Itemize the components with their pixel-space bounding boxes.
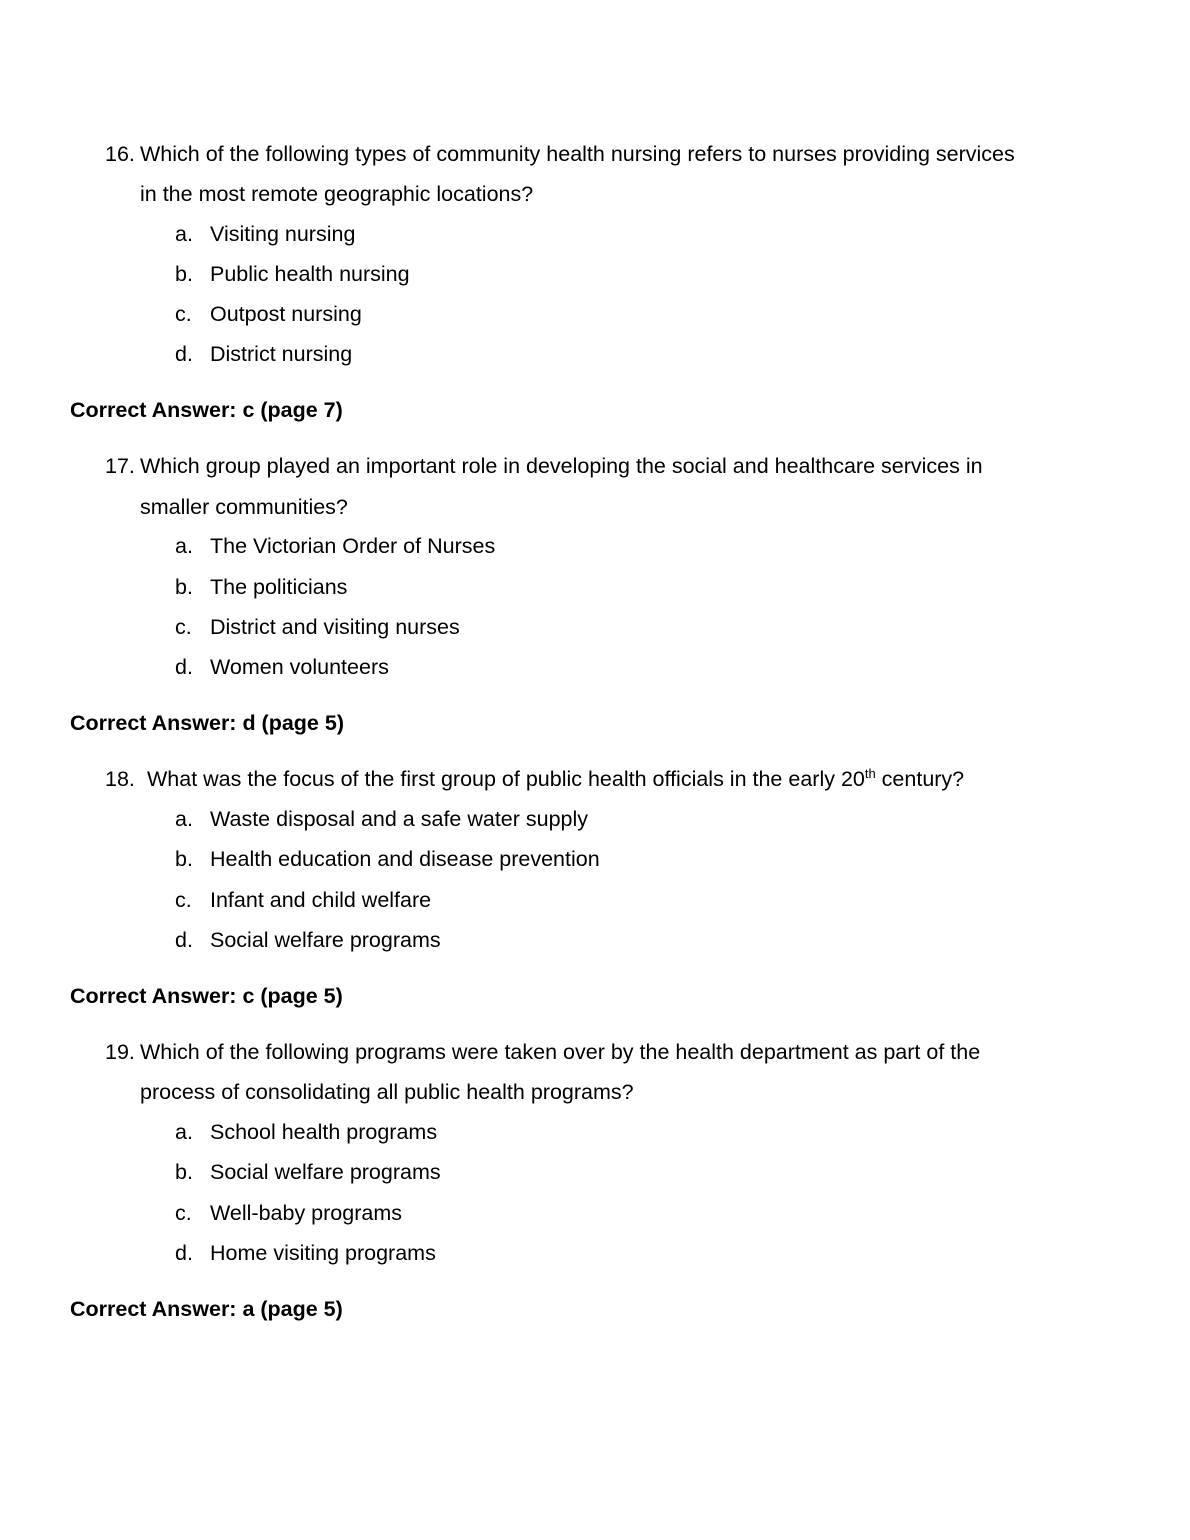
question-text-before-sup: What was the focus of the first group of public health officials in the early 20 [147, 767, 865, 791]
option-text: Women volunteers [210, 655, 389, 679]
option-text: The Victorian Order of Nurses [210, 534, 496, 558]
option-letter: b. [175, 262, 193, 286]
option-text: Health education and disease prevention [210, 847, 600, 871]
question-number: 16. [105, 142, 135, 166]
option-letter: d. [175, 928, 193, 952]
option-letter: b. [175, 1160, 193, 1184]
ordinal-suffix: th [864, 765, 876, 781]
option-text: District nursing [210, 342, 353, 366]
question-number: 19. [105, 1040, 135, 1064]
option-letter: a. [175, 222, 193, 246]
question-text-line-1: Which group played an important role in developing the social and healthcare services in [140, 454, 983, 478]
option-text: School health programs [210, 1120, 438, 1144]
option-text: Outpost nursing [210, 302, 362, 326]
question-number: 17. [105, 454, 135, 478]
option-letter: d. [175, 1241, 193, 1265]
question-text-line-1: Which of the following programs were taken over by the health department as part of the [140, 1040, 981, 1064]
option-letter: a. [175, 1120, 193, 1144]
option-text: Home visiting programs [210, 1241, 436, 1265]
option-letter: d. [175, 655, 193, 679]
correct-answer: Correct Answer: d (page 5) [70, 711, 344, 735]
option-letter: c. [175, 302, 192, 326]
option-text: Visiting nursing [210, 222, 356, 246]
question-text-after-sup: century? [875, 767, 965, 791]
option-text: District and visiting nurses [210, 615, 460, 639]
question-text-line-1 [147, 766, 964, 792]
option-text: Well-baby programs [210, 1201, 402, 1225]
option-letter: c. [175, 615, 192, 639]
question-number: 18. [105, 767, 135, 791]
question-text-line-1: Which of the following types of community health nursing refers to nurses providing services [140, 142, 1015, 166]
option-text: Social welfare programs [210, 928, 441, 952]
correct-answer: Correct Answer: a (page 5) [70, 1297, 343, 1321]
option-text: Waste disposal and a safe water supply [210, 807, 589, 831]
option-letter: a. [175, 534, 193, 558]
option-text: The politicians [210, 575, 348, 599]
option-text: Social welfare programs [210, 1160, 441, 1184]
option-letter: d. [175, 342, 193, 366]
option-letter: b. [175, 575, 193, 599]
option-letter: b. [175, 847, 193, 871]
option-text: Public health nursing [210, 262, 410, 286]
question-text-line-2: process of consolidating all public health programs? [140, 1080, 634, 1104]
option-letter: a. [175, 807, 193, 831]
question-text-line-2: in the most remote geographic locations? [140, 182, 534, 206]
correct-answer: Correct Answer: c (page 5) [70, 984, 343, 1008]
option-letter: c. [175, 1201, 192, 1225]
question-text-line-2: smaller communities? [140, 495, 348, 519]
option-letter: c. [175, 888, 192, 912]
correct-answer: Correct Answer: c (page 7) [70, 398, 343, 422]
option-text: Infant and child welfare [210, 888, 432, 912]
